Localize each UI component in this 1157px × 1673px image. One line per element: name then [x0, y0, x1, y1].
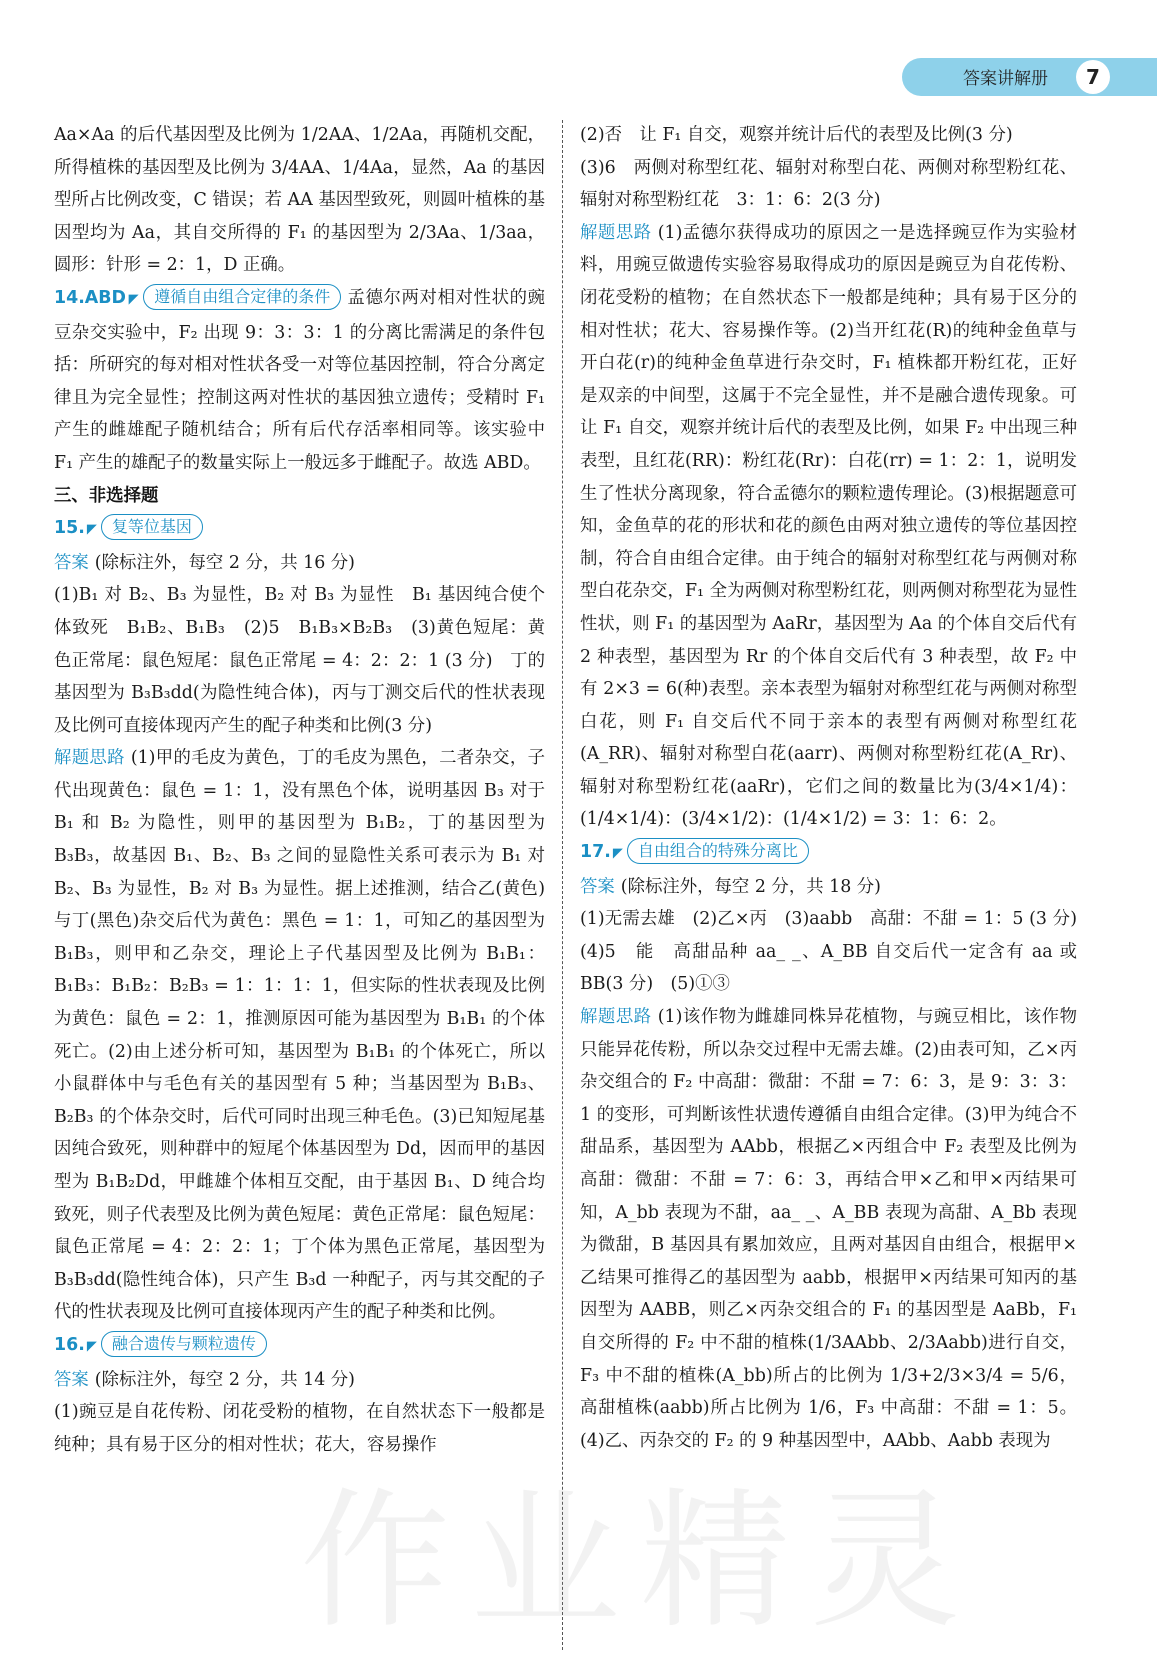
right-column	[580, 119, 1095, 1457]
q16-header	[54, 1329, 545, 1364]
q15-analysis-text: (1)甲的毛皮为黄色，丁的毛皮为黑色，二者杂交，子代出现黄色：鼠色 = 1：1，没有黑色个体，说明基因 B₃ 对于 B₁ 和 B₂ 为隐性，则甲的基因型为 B₁B₂，丁的基因型为 B₃B₃，故基因 B₁、B₂、B₃ 之间的显隐性关系可表示为 B₁ 对 B₂、B₃ 为显性，B₂ 对 B₃ 为显性。据上述推测，结合乙(黄色)与丁(黑色)杂交后代为黄色：黑色 = 1：1，可知乙的基因型为 B₁B₃，则甲和乙杂交，理论上子代基因型及比例为 B₁B₁：B₁B₃：B₁B₂：B₂B₃ = 1：1：1：1，但实际的性状表现及比例为黄色：鼠色 = 2：1，推测原因可能为基因型为 B₁B₁ 的个体死亡。(2)由上述分析可知，基因型为 B₁B₁ 的个体死亡，所以小鼠群体中与毛色有关的基因型有 5 种；当基因型为 B₁B₃、B₂B₃ 的个体杂交时，后代可同时出现三种毛色。(3)已知短尾基因纯合致死，则种群中的短尾个体基因型为 Dd，因而甲的基因型为 B₁B₂Dd，甲雌雄个体相互交配，由于基因 B₁、D 纯合均致死，则子代表型及比例为黄色短尾：黄色正常尾：鼠色短尾：鼠色正常尾 = 4：2：2：1；丁个体为黑色正常尾，基因型为 B₃B₃dd(隐性纯合体)，只产生 B₃d 一种配子，丙与其交配的子代的性状表现及比例可直接体现丙产生的配子种类和比例。	[54, 748, 545, 1323]
q15-topic-tag: 复等位基因	[101, 514, 203, 540]
q16-topic-tag: 融合遗传与颗粒遗传	[101, 1331, 267, 1357]
flag-icon: ◤	[86, 522, 97, 538]
q13-continuation: Aa×Aa 的后代基因型及比例为 1/2AA、1/2Aa，再随机交配，所得植株的基因型及比例为 3/4AA、1/4Aa，显然，Aa 的基因型所占比例改变，C 错误；若 AA 基因型致死，则圆叶植株的基因型均为 Aa，其自交所得的 F₁ 的基因型为 2/3Aa、1/3aa，圆形：针形 = 2：1，D 正确。	[54, 125, 545, 276]
q17-header	[580, 836, 1077, 871]
q15-answer-text: (1)B₁ 对 B₂、B₃ 为显性，B₂ 对 B₃ 为显性 B₁ 基因纯合使个体致死 B₁B₂、B₁B₃ (2)5 B₁B₃×B₂B₃ (3)黄色短尾：黄色正常尾：鼠色短尾：鼠色正常尾 = 4：2：2：1 (3 分) 丁的基因型为 B₃B₃dd(为隐性纯合体)，丙与丁测交后代的性状表现及比例可直接体现丙产生的配子种类和比例(3 分)	[54, 585, 545, 736]
q15-answer-header	[54, 547, 545, 580]
flag-icon: ◤	[86, 1338, 97, 1354]
q17-analysis	[580, 1001, 1077, 1457]
q16-answer-line3: (3)6 两侧对称型红花、辐射对称型白花、两侧对称型粉红花、辐射对称型粉红花 3：1：6：2(3 分)	[580, 157, 1077, 211]
q16-answer-line2: (2)否 让 F₁ 自交，观察并统计后代的表型及比例(3 分)	[580, 125, 1013, 145]
q14-text: 孟德尔两对相对性状的豌豆杂交实验中，F₂ 出现 9：3：3：1 的分离比需满足的条件包括：所研究的每对相对性状各受一对等位基因控制，符合分离定律且为完全显性；控制这两对性状的基因独立遗传；受精时 F₁ 产生的雌雄配子随机结合；所有后代存活率相同等。该实验中 F₁ 产生的雄配子的数量实际上一般远多于雌配子。故选 ABD。	[54, 287, 546, 473]
q16-answer-header	[54, 1364, 545, 1397]
left-column	[54, 119, 545, 1461]
watermark: 作业精灵	[300, 1475, 981, 1649]
q15-answer-note: (除标注外，每空 2 分，共 16 分)	[94, 552, 355, 573]
q15-answer-label: 答案	[54, 552, 89, 573]
q17-answer-header	[580, 871, 1077, 904]
flag-icon: ◤	[127, 291, 140, 307]
q15-number: 15.	[54, 518, 85, 539]
q14-block	[54, 282, 545, 480]
column-divider	[562, 120, 563, 1650]
q16-analysis-label: 解题思路	[580, 222, 652, 243]
q15-header	[54, 512, 545, 547]
page-number: 7	[1076, 60, 1110, 94]
q16-answer-note: (除标注外，每空 2 分，共 14 分)	[94, 1369, 355, 1390]
q17-analysis-text: (1)该作物为雌雄同株异花植物，与豌豆相比，该作物只能异花传粉，所以杂交过程中无需去雄。(2)由表可知，乙×丙杂交组合的 F₂ 中高甜：微甜：不甜 = 7：6：3，是 9：3：3：1 的变形，可判断该性状遗传遵循自由组合定律。(3)甲为纯合不甜品系，基因型为 AAbb，根据乙×丙组合中 F₂ 表型及比例为高甜：微甜：不甜 = 7：6：3，再结合甲×乙和甲×丙结果可知，A_bb 表现为不甜，aa_ _、A_BB 表现为高甜、A_Bb 表现为微甜，B 基因具有累加效应，且两对基因自由组合，根据甲×乙结果可推得乙的基因型为 aabb，根据甲×丙结果可知丙的基因型为 AABB，则乙×丙杂交组合的 F₁ 的基因型是 AaBb，F₁ 自交所得的 F₂ 中不甜的植株(1/3AAbb、2/3Aabb)进行自交，F₃ 中不甜的植株(A_bb)所占的比例为 1/3+2/3×3/4 = 5/6，高甜植株(aabb)所占比例为 1/6，F₃ 中高甜：不甜 = 1：5。(4)乙、丙杂交的 F₂ 的 9 种基因型中，AAbb、Aabb 表现为	[580, 1007, 1077, 1451]
section-title: 三、非选择题	[54, 485, 159, 506]
q16-analysis	[580, 217, 1077, 836]
flag-icon: ◤	[612, 846, 623, 862]
q17-topic-tag: 自由组合的特殊分离比	[627, 838, 809, 864]
q16-answer-label: 答案	[54, 1369, 89, 1390]
q16-answer-text: (1)豌豆是自花传粉、闭花受粉的植物，在自然状态下一般都是纯种；具有易于区分的相对性状；花大，容易操作	[54, 1402, 545, 1455]
q17-number: 17.	[580, 842, 611, 863]
q15-analysis	[54, 742, 545, 1329]
header-title: 答案讲解册	[963, 69, 1048, 89]
q14-number: 14.ABD	[54, 287, 126, 308]
q15-analysis-label: 解题思路	[54, 748, 125, 769]
q17-answer-label: 答案	[580, 876, 615, 897]
q14-topic-tag: 遵循自由组合定律的条件	[143, 284, 341, 310]
q16-analysis-text: (1)孟德尔获得成功的原因之一是选择豌豆作为实验材料，用豌豆做遗传实验容易取得成功的原因是豌豆为自花传粉、闭花受粉的植物；在自然状态下一般都是纯种；具有易于区分的相对性状；花大、容易操作等。(2)当开红花(R)的纯种金鱼草与开白花(r)的纯种金鱼草进行杂交时，F₁ 植株都开粉红花，正好是双亲的中间型，这属于不完全显性，并不是融合遗传现象。可让 F₁ 自交，观察并统计后代的表型及比例，如果 F₂ 中出现三种表型，且红花(RR)：粉红花(Rr)：白花(rr) = 1：2：1，说明发生了性状分离现象，符合孟德尔的颗粒遗传理论。(3)根据题意可知，金鱼草的花的形状和花的颜色由两对独立遗传的等位基因控制，符合自由组合定律。由于纯合的辐射对称型红花与两侧对称型白花杂交，F₁ 全为两侧对称型粉红花，则两侧对称型花为显性性状，则 F₁ 的基因型为 AaRr，基因型为 Aa 的个体自交后代有 2 种表型，基因型为 Rr 的个体自交后代有 3 种表型，故 F₂ 中有 2×3 = 6(种)表型。亲本表型为辐射对称型红花与两侧对称型白花，则 F₁ 自交后代不同于亲本的表型有两侧对称型红花(A_RR)、辐射对称型白花(aarr)、两侧对称型粉红花(A_Rr)、辐射对称型粉红花(aaRr)，它们之间的数量比为(3/4×1/4)：(1/4×1/4)：(3/4×1/2)：(1/4×1/2) = 3：1：6：2。	[580, 222, 1077, 830]
q17-answer-note: (除标注外，每空 2 分，共 18 分)	[620, 876, 881, 897]
q16-number: 16.	[54, 1334, 85, 1355]
q17-analysis-label: 解题思路	[580, 1007, 652, 1028]
q17-answer-text: (1)无需去雄 (2)乙×丙 (3)aabb 高甜：不甜 = 1：5 (3 分) (4)5 能 高甜品种 aa_ _、A_BB 自交后代一定含有 aa 或 BB(3 分) (5)①③	[580, 909, 1095, 995]
